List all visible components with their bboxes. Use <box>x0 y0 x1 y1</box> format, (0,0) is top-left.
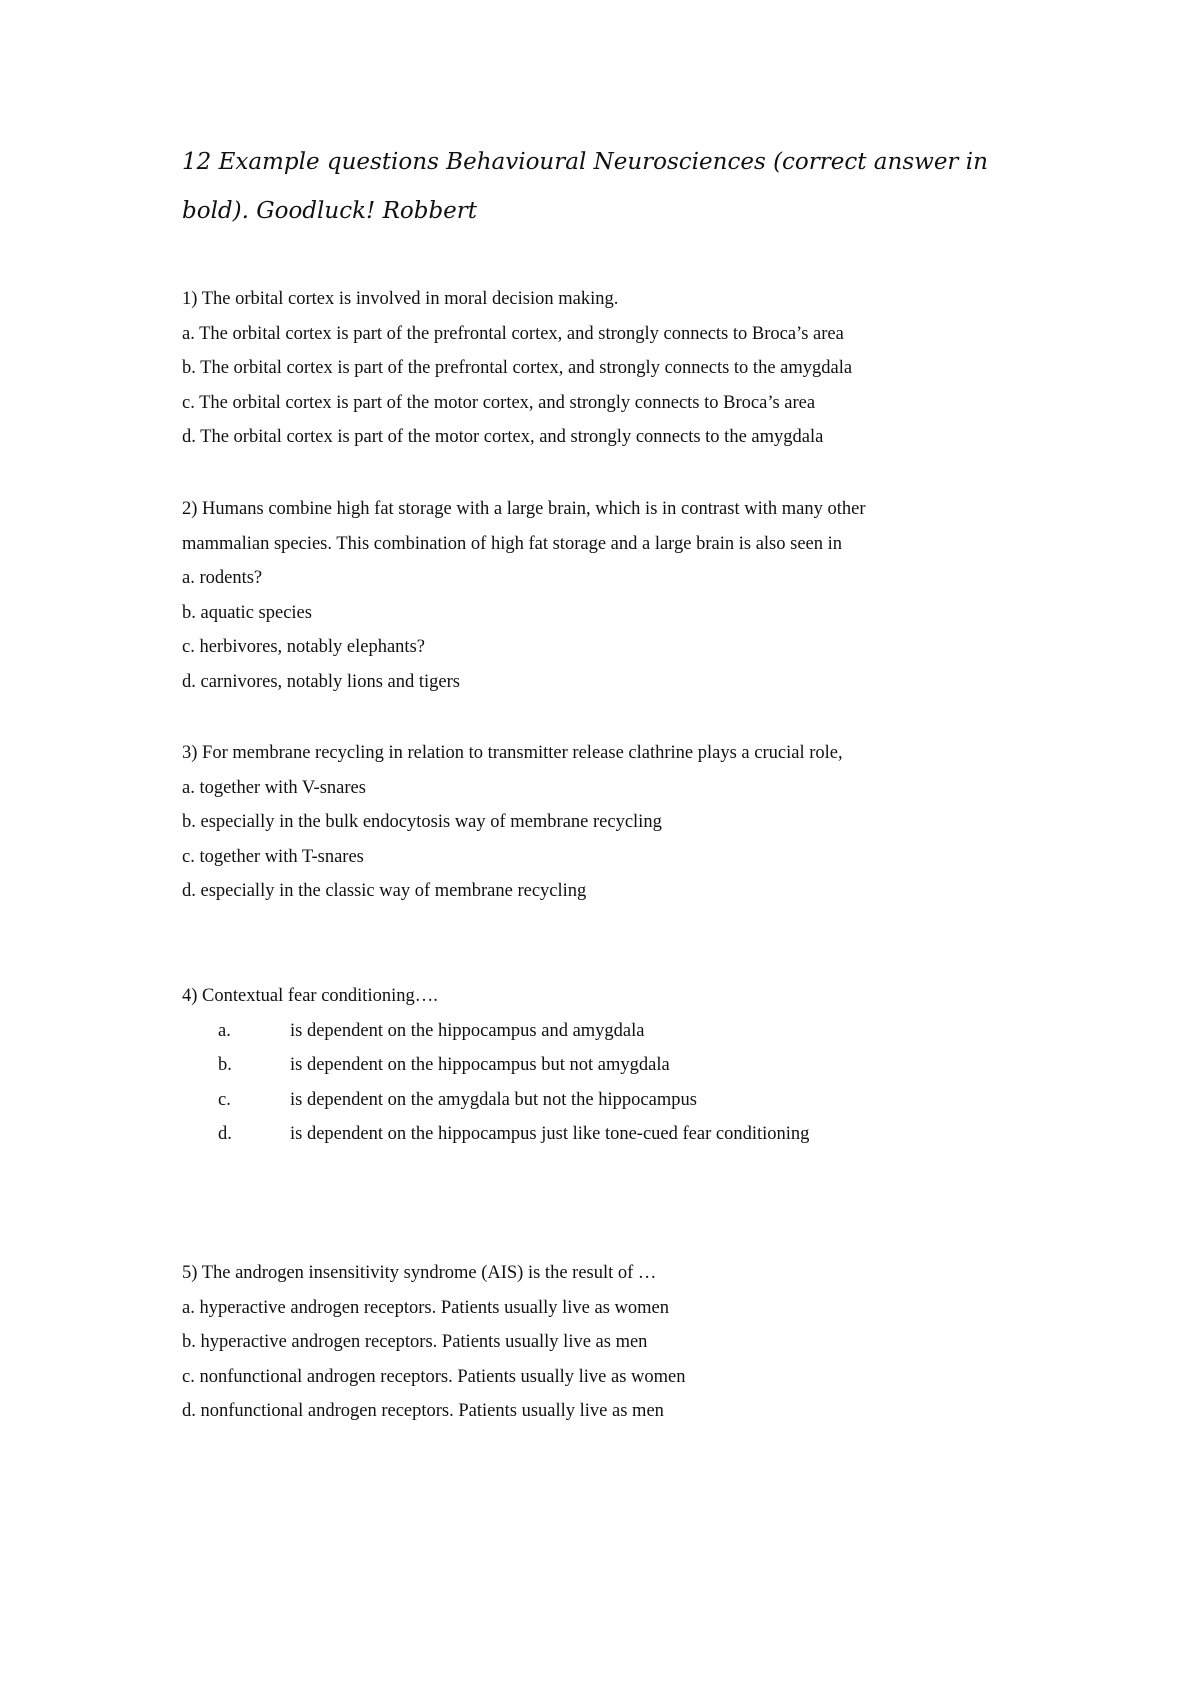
question-2 <box>182 492 1082 700</box>
answer-option-d: d. The orbital cortex is part of the motor cortex, and strongly connects to the amygdala <box>182 427 824 448</box>
answer-option-a <box>182 1014 1082 1049</box>
answer-option-d: d. nonfunctional androgen receptors. Patients usually live as men <box>182 1401 664 1422</box>
question-stem: 4) Contextual fear conditioning…. <box>182 986 438 1006</box>
answer-option-c: c. together with T-snares <box>182 846 364 867</box>
question-5 <box>182 1256 1082 1429</box>
answer-option-a: a. hyperactive androgen receptors. Patients usually live as women <box>182 1297 670 1318</box>
option-text: is dependent on the amygdala but not the hippocampus <box>290 1089 697 1110</box>
question-stem: 5) The androgen insensitivity syndrome (AIS) is the result of … <box>182 1263 657 1283</box>
answer-option-b: b. hyperactive androgen receptors. Patients usually live as men <box>182 1332 648 1353</box>
answer-option-b <box>182 1048 1082 1083</box>
question-4 <box>182 979 1082 1152</box>
answer-option-d <box>182 1117 1082 1152</box>
question-stem: 3) For membrane recycling in relation to transmitter release clathrine plays a crucial role, <box>182 743 843 763</box>
answer-option-b: b. especially in the bulk endocytosis way of membrane recycling <box>182 812 662 833</box>
answer-option-c: c. herbivores, notably elephants? <box>182 637 425 658</box>
option-letter: c. <box>218 1089 231 1110</box>
option-text: is dependent on the hippocampus and amygdala <box>290 1020 645 1041</box>
answer-option-c: c. nonfunctional androgen receptors. Patients usually live as women <box>182 1366 686 1387</box>
answer-option-d: d. especially in the classic way of membrane recycling <box>182 881 587 902</box>
answer-option-d: d. carnivores, notably lions and tigers <box>182 671 460 692</box>
question-3 <box>182 736 1082 909</box>
answer-option-b: b. The orbital cortex is part of the prefrontal cortex, and strongly connects to the amygdala <box>182 358 853 379</box>
answer-option-c <box>182 1083 1082 1118</box>
answer-option-a: a. The orbital cortex is part of the prefrontal cortex, and strongly connects to Broca’s area <box>182 323 844 344</box>
answer-option-a: a. together with V-snares <box>182 777 366 798</box>
option-letter: d. <box>218 1124 232 1145</box>
question-stem: 2) Humans combine high fat storage with a large brain, which is in contrast with many other mammalian species. This combination of high fat storage and a large brain is also seen in <box>182 499 866 554</box>
option-letter: b. <box>218 1055 232 1076</box>
answer-option-a: a. rodents? <box>182 568 263 589</box>
question-1 <box>182 282 1082 455</box>
document-title: 12 Example questions Behavioural Neurosciences (correct answer in bold). Goodluck! Robbert <box>182 149 988 224</box>
option-text: is dependent on the hippocampus but not amygdala <box>290 1055 670 1076</box>
answer-option-c: c. The orbital cortex is part of the motor cortex, and strongly connects to Broca’s area <box>182 392 816 413</box>
option-text: is dependent on the hippocampus just like tone-cued fear conditioning <box>290 1124 810 1145</box>
answer-option-b: b. aquatic species <box>182 602 312 623</box>
option-letter: a. <box>218 1020 231 1041</box>
question-stem: 1) The orbital cortex is involved in moral decision making. <box>182 289 619 309</box>
